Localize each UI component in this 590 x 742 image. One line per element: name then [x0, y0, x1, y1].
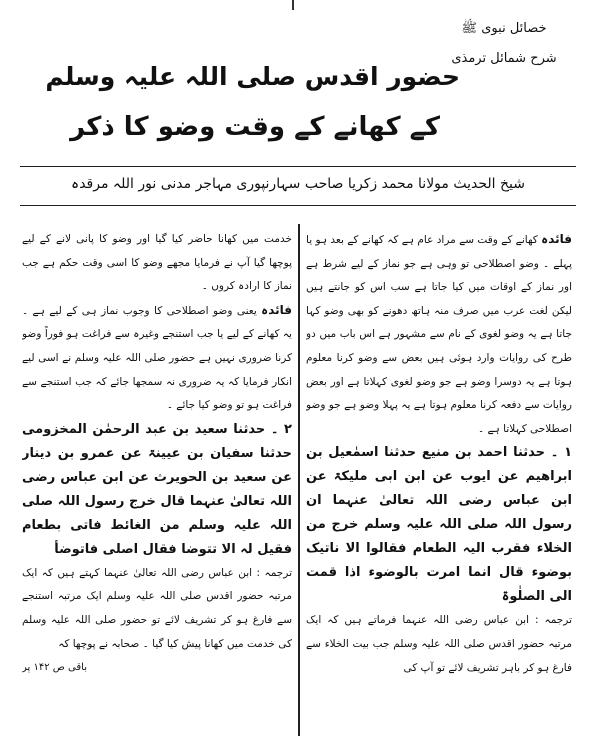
series-label-line1: خصائل نبوی ﷺ — [461, 21, 547, 36]
hadith-1 — [306, 441, 572, 609]
right-column — [306, 228, 572, 736]
left-column — [22, 228, 292, 736]
tarjama-paragraph: ترجمہ : ابن عباس رضی اللہ عنہما فرماتے ہیں کہ ایک مرتبہ حضور اقدس صلی اللہ علیہ وسلم جب بیت الخلاء سے فارغ ہو کر باہر تشریف لائے تو آپ کی — [306, 614, 572, 674]
rule-above-byline — [20, 166, 576, 167]
continuation-paragraph: خدمت میں کھانا حاضر کیا گیا اور وضو کا پانی لانے کے لیے پوچھا گیا آپ نے فرمایا مجھے وضو کا اسی وقت حکم ہے جب نماز کا ارادہ کروں ۔ — [22, 233, 292, 293]
fayda-paragraph — [22, 299, 292, 418]
fayda-label: فائدہ — [261, 302, 292, 317]
top-mark — [292, 0, 294, 10]
fayda-text: یعنی وضو اصطلاحی کا وجوب نماز ہی کے لیے ہے ۔ یہ کھانے کے لیے یا جب استنجے وغیرہ سے فراغت ہو فوراً وضو کرنا ضروری نہیں ہے حضور صلی اللہ علیہ وسلم نے اسی لیے انکار فرمایا کہ یہ ضروری نہ سمجھا جائے کہ جب استنجے سے فراغت ہو تو وضو کیا جائے ۔ — [22, 304, 292, 412]
rule-below-byline — [20, 205, 576, 206]
hadith-number: ۱ ۔ — [550, 445, 572, 461]
series-label-line2: شرح شمائل ترمذی — [451, 51, 557, 66]
hadith-number: ۲ ۔ — [270, 421, 292, 437]
tarjama-paragraph: ترجمہ : ابن عباس رضی اللہ تعالیٰ عنہما کہتے ہیں کہ ایک مرتبہ حضور اقدس صلی اللہ علیہ وسلم ایک مرتبہ استنجے سے فارغ ہو کر تشریف لائے تو حضور صلی اللہ علیہ وسلم کی خدمت میں کھانا پیش کیا گیا ۔ صحابہ نے پوچھا کہ — [22, 566, 292, 650]
hadith-arabic-text: حدثنا سعید بن عبد الرحمٰن المخزومی حدثنا سفیان بن عیینۃ عن عمرو بن دینار عن سعید بن الحویرث عن ابن عباس رضی اللہ تعالیٰ عنہما قال خرج رسول اللہ صلی اللہ علیہ وسلم من الغائط فاتی بطعام فقیل لہ الا تتوضا فقال اصلی فاتوضأ — [22, 421, 292, 557]
continuation-ref: باقی ص ۱۴۲ پر — [22, 662, 88, 674]
author-byline: شیخ الحدیث مولانا محمد زکریا صاحب سہارنپوری مہاجر مدنی نور اللہ مرقدہ — [71, 176, 525, 192]
fayda-paragraph — [306, 228, 572, 441]
chapter-title-line2: کے کھانے کے وقت وضو کا ذکر — [70, 112, 440, 142]
chapter-title-line1: حضور اقدس صلی اللہ علیہ وسلم — [45, 62, 460, 91]
hadith-2 — [22, 418, 292, 562]
column-divider — [298, 224, 300, 736]
series-label — [444, 14, 564, 74]
fayda-text: کھانے کے وقت سے مراد عام ہے کہ کھانے کے بعد ہو یا پہلے ۔ وضو اصطلاحی تو وہی ہے جو نماز کے لیے شرط ہے اور نماز کے اوقات میں کیا جاتا ہے سب اس کو جانتے ہیں لیکن لغت عرب میں صرف منہ ہاتھ دھونے کو بھی وضو کہا جاتا ہے یہ وضو لغوی کے نام سے مشہور ہے اس باب میں دو طرح کی روایات وارد ہوئی ہیں بعض سے وضو کرنا معلوم ہوتا ہے یہ دوسرا وضو ہے جو وضو لغوی کہلاتا ہے اور بعض روایات سے دفعہ کرنا معلوم ہوتا ہے یہ پہلا وضو ہے جو وضو اصطلاحی کہلاتا ہے ۔ — [306, 234, 572, 435]
hadith-arabic-text: حدثنا احمد بن منیع حدثنا اسمٰعیل بن ابراھیم عن ایوب عن ابن ابی ملیکۃ عن ابن عباس رضی اللہ تعالیٰ عنہما ان رسول اللہ صلی اللہ علیہ وسلم خرج من الخلاء فقرب الیہ الطعام فقالوا الا ناتیک بوضوء قال انما امرت بالوضوء اذا قمت الی الصلٰوۃ — [306, 445, 572, 605]
fayda-label: فائدہ — [541, 232, 572, 246]
